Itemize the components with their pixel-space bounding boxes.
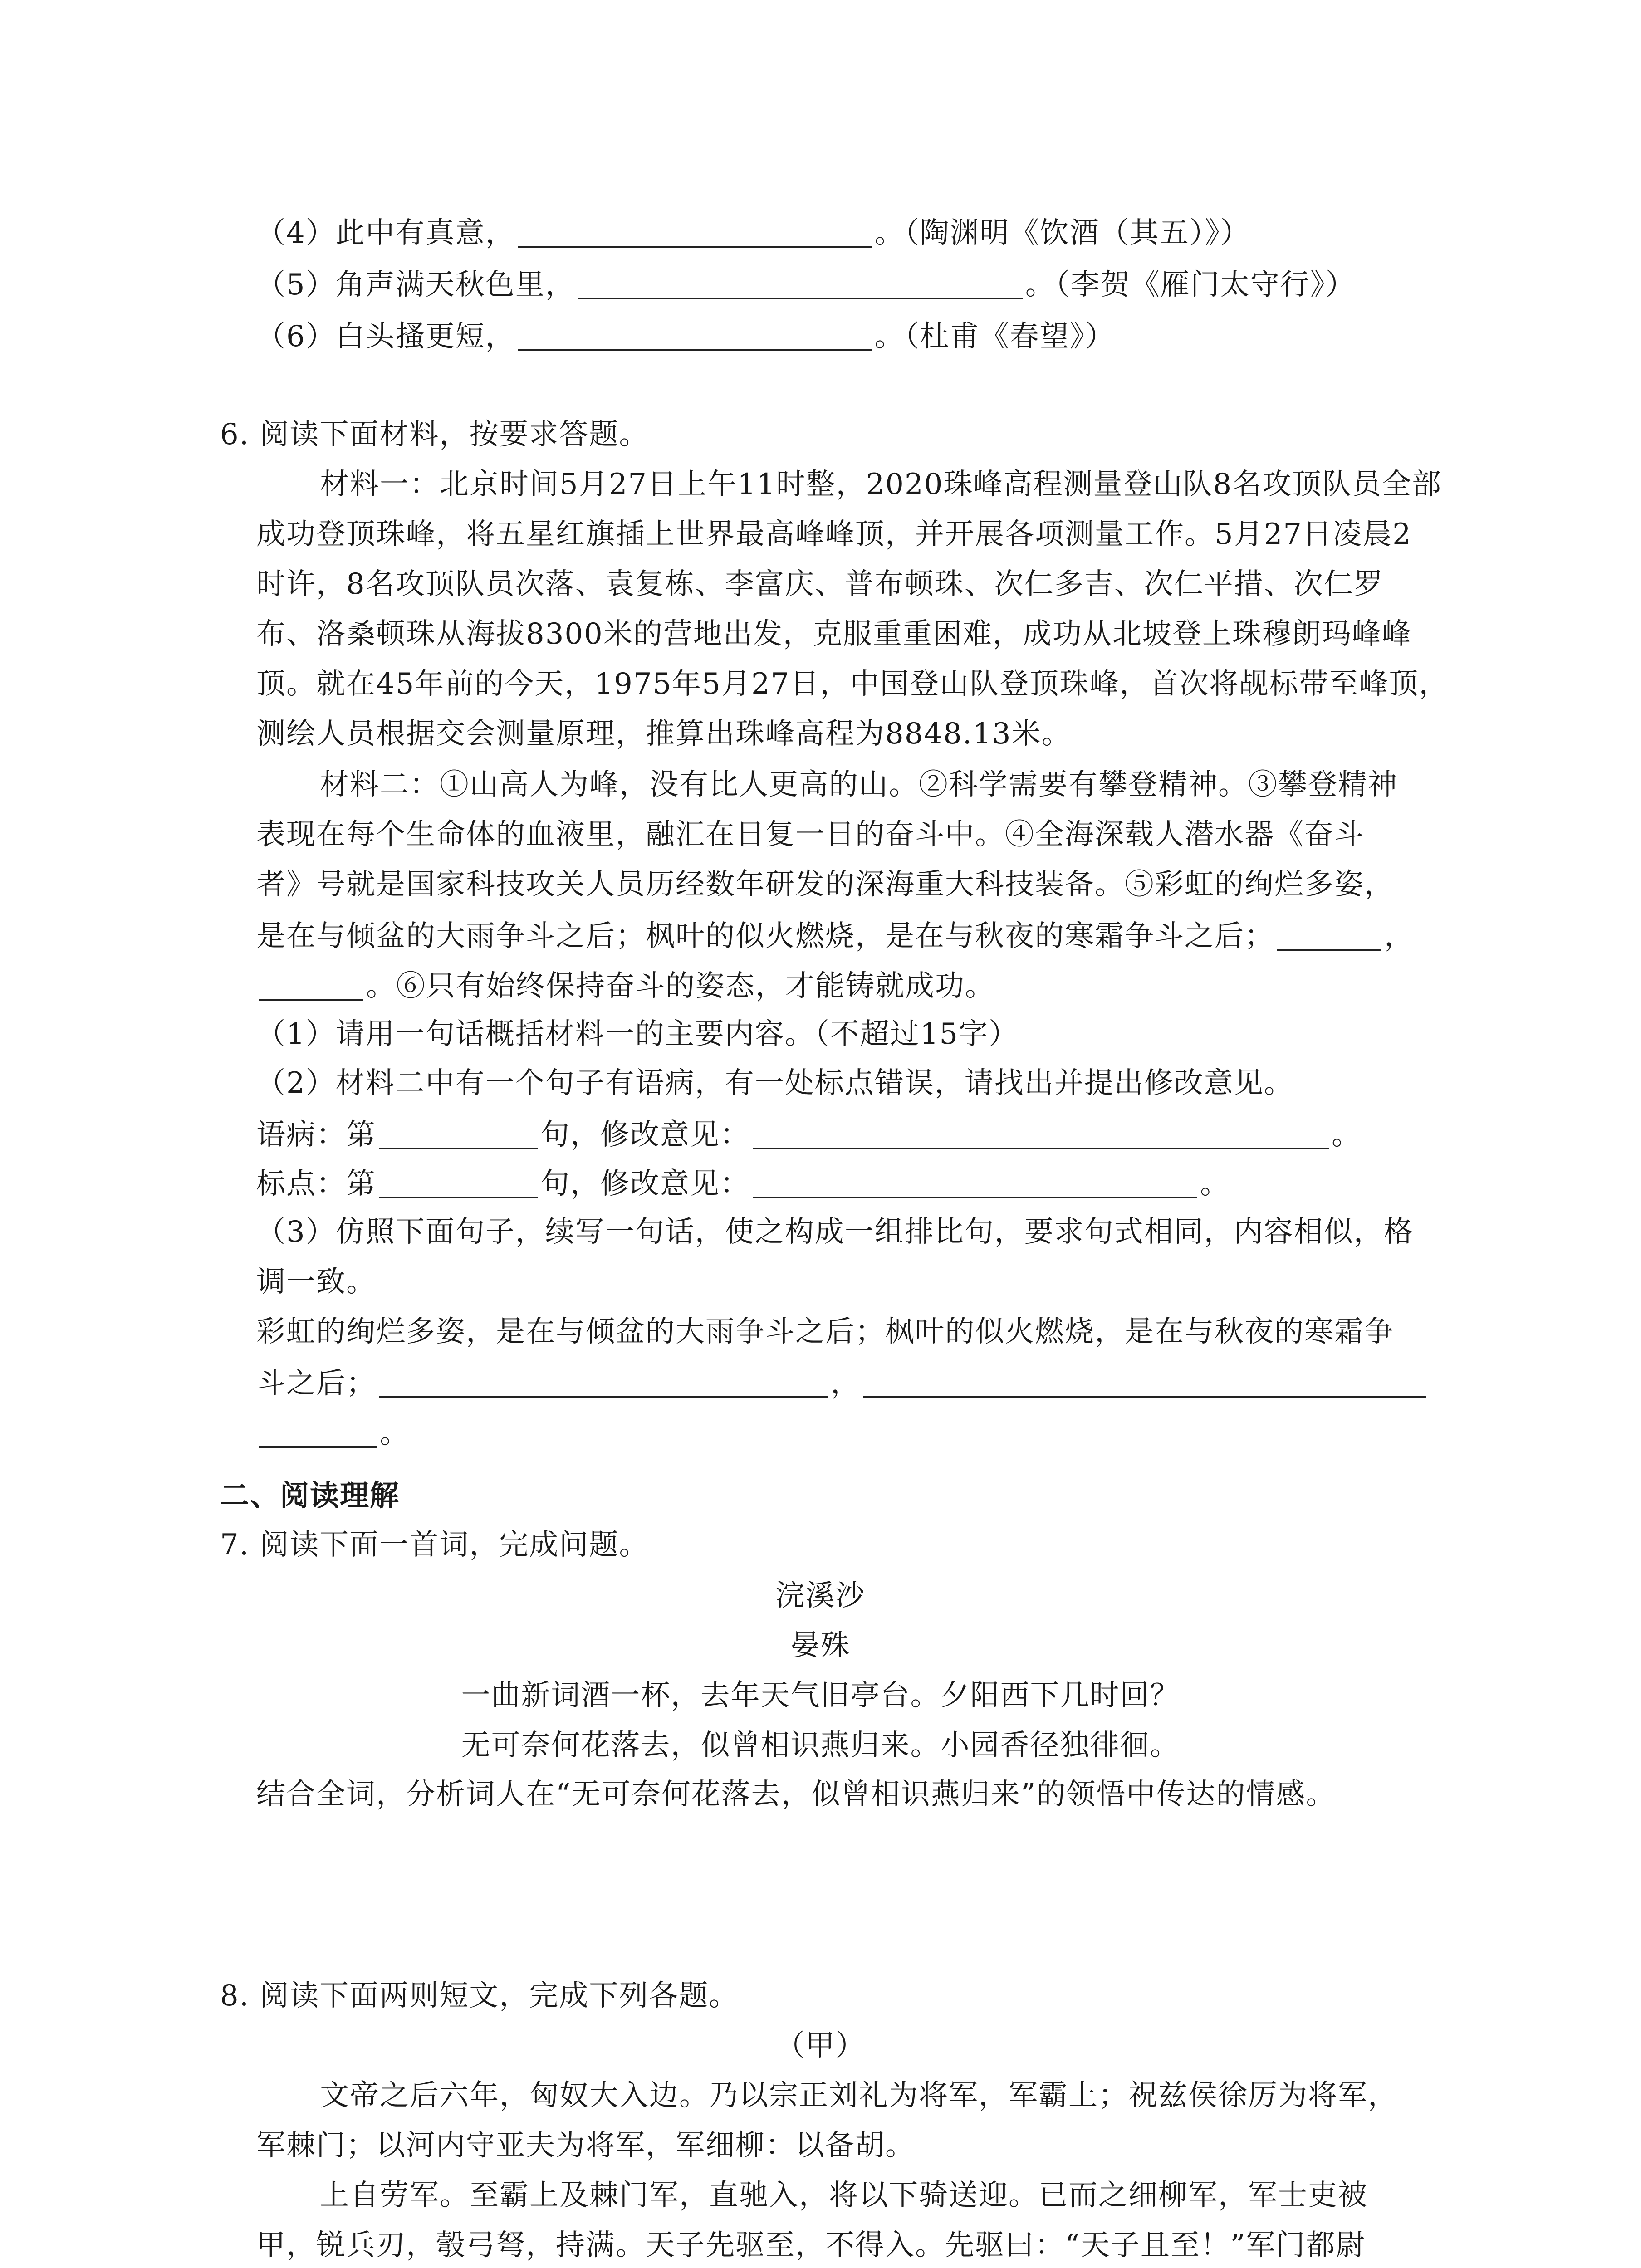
punctuation-label: 标点：第 <box>256 1167 376 1201</box>
q6-sub1: （1）请用一句话概括材料一的主要内容。（不超过15字） <box>256 1017 1019 1051</box>
passage-line: 文帝之后六年，匈奴大入边。乃以宗正刘礼为将军，军霸上；祝兹侯徐厉为将军， <box>320 2079 1398 2112</box>
answer-blank[interactable] <box>518 320 872 351</box>
q5-item-5-suffix: 。（李贺《雁门太守行》） <box>1025 268 1356 302</box>
q5-item-5-prefix: （5）角声满天秋色里， <box>256 268 575 302</box>
q6-material2-line <box>256 920 1414 951</box>
answer-blank[interactable] <box>578 269 1023 299</box>
q6-material1-line: 测绘人员根据交会测量原理，推算出珠峰高程为8848.13米。 <box>256 717 1072 751</box>
q6-material2-line: 表现在每个生命体的血液里，融汇在日复一日的奋斗中。④全海深载人潜水器《奋斗 <box>256 818 1364 851</box>
q5-item-4 <box>256 217 1250 248</box>
q6-material2-line <box>256 970 995 1001</box>
poem-title: 浣溪沙 <box>775 1579 866 1613</box>
section-heading: 二、阅读理解 <box>220 1479 400 1513</box>
q6-material1-line: 时许，8名攻顶队员次落、袁复栋、李富庆、普布顿珠、次仁多吉、次仁平措、次仁罗 <box>256 567 1384 601</box>
q6-grammar-answer-row <box>256 1118 1362 1152</box>
punctuation: 。 <box>380 1417 410 1450</box>
grammar-label: 语病：第 <box>256 1118 376 1152</box>
q6-material2-text: 是在与倾盆的大雨争斗之后；枫叶的似火燃烧，是在与秋夜的寒霜争斗之后； <box>256 919 1274 953</box>
punctuation: ， <box>1384 919 1414 953</box>
sentence-number-blank[interactable] <box>379 1168 538 1198</box>
q5-item-6-suffix: 。（杜甫《春望》） <box>874 320 1115 353</box>
passage-line: 甲，锐兵刃，彀弓弩，持满。天子先驱至，不得入。先驱曰：“天子且至！”军门都尉 <box>256 2229 1366 2262</box>
answer-blank[interactable] <box>259 1417 377 1448</box>
answer-blank[interactable] <box>379 1367 828 1398</box>
passage-line: 上自劳军。至霸上及棘门军，直驰入，将以下骑送迎。已而之细柳军，军士吏被 <box>320 2179 1368 2212</box>
q6-material1-line: 材料一：北京时间5月27日上午11时整，2020珠峰高程测量登山队8名攻顶队员全部 <box>320 468 1442 501</box>
answer-blank[interactable] <box>863 1367 1426 1398</box>
answer-blank[interactable] <box>518 217 872 248</box>
suggestion-label: 句，修改意见： <box>540 1118 750 1152</box>
q6-title: 6. 阅读下面材料，按要求答题。 <box>220 418 649 451</box>
q6-material2-text: 。⑥只有始终保持奋斗的姿态，才能铸就成功。 <box>366 969 995 1003</box>
poem-author: 晏殊 <box>790 1629 851 1662</box>
passage-line: 军棘门；以河内守亚夫为将军，军细柳：以备胡。 <box>256 2129 915 2162</box>
poem-line: 无可奈何花落去，似曾相识燕归来。小园香径独徘徊。 <box>461 1729 1180 1762</box>
suggestion-blank[interactable] <box>753 1119 1329 1149</box>
q6-material1-line: 布、洛桑顿珠从海拔8300米的营地出发，克服重重困难，成功从北坡登上珠穆朗玛峰峰 <box>256 617 1412 651</box>
q8-title: 8. 阅读下面两则短文，完成下列各题。 <box>220 1979 739 2013</box>
q6-sub3-example: 彩虹的绚烂多姿，是在与倾盆的大雨争斗之后；枫叶的似火燃烧，是在与秋夜的寒霜争 <box>256 1315 1394 1349</box>
q6-material1-line: 成功登顶珠峰，将五星红旗插上世界最高峰峰顶，并开展各项测量工作。5月27日凌晨2 <box>256 518 1412 551</box>
q6-sub3-answer-row <box>256 1367 1429 1398</box>
punctuation: 。 <box>1200 1167 1230 1201</box>
suggestion-blank[interactable] <box>753 1168 1197 1198</box>
q7-title: 7. 阅读下面一首词，完成问题。 <box>220 1528 649 1562</box>
punctuation: ， <box>831 1367 861 1400</box>
q5-item-4-suffix: 。（陶渊明《饮酒（其五）》） <box>874 216 1250 250</box>
suggestion-label: 句，修改意见： <box>540 1167 750 1201</box>
sentence-number-blank[interactable] <box>379 1119 538 1149</box>
poem-line: 一曲新词酒一杯，去年天气旧亭台。夕阳西下几时回？ <box>461 1679 1180 1712</box>
q6-material2-line: 者》号就是国家科技攻关人员历经数年研发的深海重大科技装备。⑤彩虹的绚烂多姿， <box>256 868 1394 901</box>
answer-blank[interactable] <box>259 970 363 1001</box>
q6-sub3-answer-row <box>256 1417 410 1448</box>
q6-punctuation-answer-row <box>256 1167 1230 1201</box>
answer-blank[interactable] <box>1277 920 1381 951</box>
q5-item-6 <box>256 320 1115 351</box>
q6-sub3: （3）仿照下面句子，续写一句话，使之构成一组排比句，要求句式相同，内容相似，格 <box>256 1215 1414 1249</box>
q6-sub2: （2）材料二中有一个句子有语病，有一处标点错误，请找出并提出修改意见。 <box>256 1066 1294 1100</box>
q6-material2-line: 材料二：①山高人为峰，没有比人更高的山。②科学需要有攀登精神。③攀登精神 <box>320 768 1398 802</box>
passage-label: （甲） <box>775 2029 866 2063</box>
q7-question: 结合全词，分析词人在“无可奈何花落去，似曾相识燕归来”的领悟中传达的情感。 <box>256 1778 1336 1811</box>
punctuation: 。 <box>1332 1118 1362 1152</box>
q5-item-4-prefix: （4）此中有真意， <box>256 216 515 250</box>
q6-material1-line: 顶。就在45年前的今天，1975年5月27日，中国登山队登顶珠峰，首次将觇标带至峰顶， <box>256 667 1449 701</box>
q5-item-6-prefix: （6）白头搔更短， <box>256 320 515 353</box>
q6-sub3-example: 斗之后； <box>256 1367 376 1400</box>
q5-item-5 <box>256 268 1356 302</box>
q6-sub3: 调一致。 <box>256 1265 376 1299</box>
